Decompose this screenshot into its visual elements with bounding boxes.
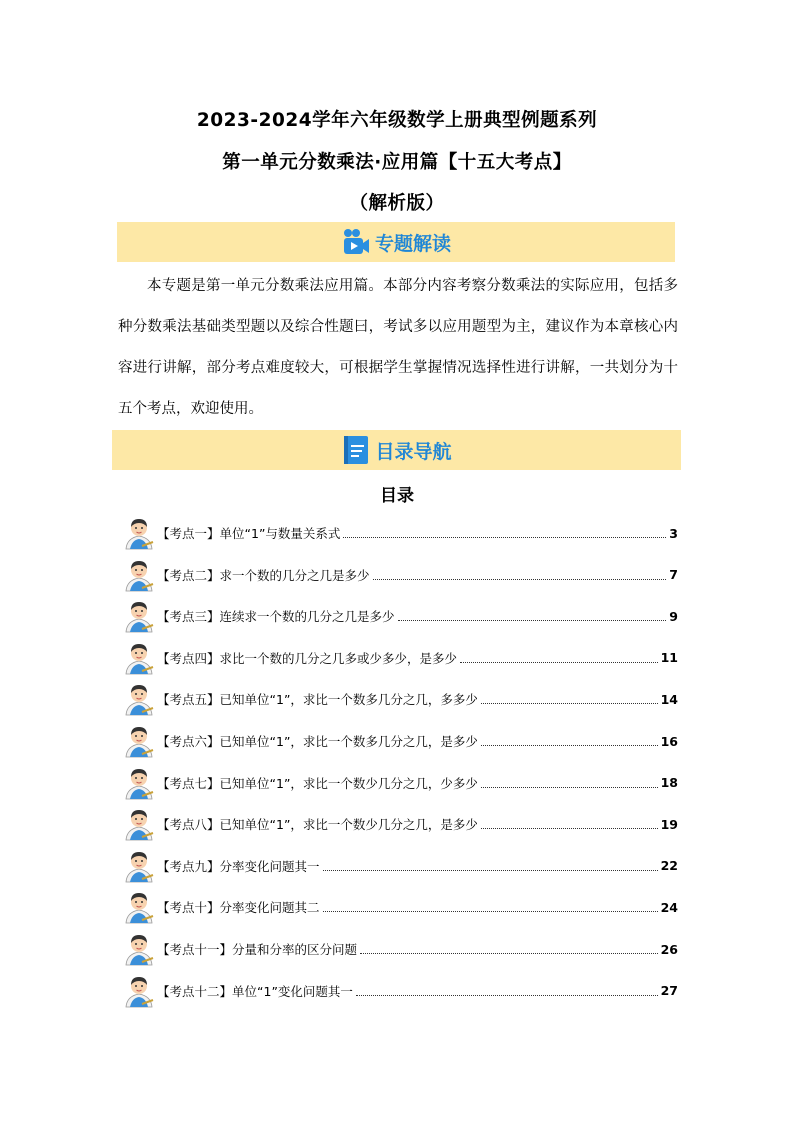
topic-intro-paragraph: 本专题是第一单元分数乘法应用篇。本部分内容考察分数乘法的实际应用，包括多种分数乘法基础类型题以及综合性题曰，考试多以应用题型为主，建议作为本章核心内容进行讲解，部分考点难度较大，可根据学生掌握情况选择性进行讲解，一共划分为十五个考点，欢迎使用。: [118, 278, 678, 417]
toc-entry-text: 单位“1”变化问题其一: [232, 983, 353, 999]
toc-dot-leader: [323, 869, 658, 871]
toc-entry-text: 已知单位“1”，求比一个数多几分之几，是多少: [219, 734, 478, 749]
toc-entry-text: 分率变化问题其二: [219, 900, 320, 916]
document-version-label: （解析版）: [349, 193, 445, 214]
toc-entry-label: [157, 898, 320, 916]
toc-entry-tag: 【考点十】: [157, 900, 220, 916]
toc-page-number: 11: [660, 650, 678, 666]
toc-entry-text: 求比一个数的几分之几多或少多少，是多少: [219, 650, 458, 666]
document-title: 2023-2024学年六年级数学上册典型例题系列: [196, 110, 598, 131]
toc-entry-label: [157, 690, 478, 708]
student-avatar-icon: [122, 724, 156, 758]
toc-dot-leader: [360, 952, 658, 954]
toc-entry-tag: 【考点三】: [157, 609, 220, 625]
toc-dot-leader: [398, 619, 667, 621]
toc-entry-text: 已知单位“1”，求比一个数少几分之几，是多少: [219, 817, 478, 833]
student-avatar-icon: [122, 807, 156, 841]
toc-entry-label: [157, 732, 478, 750]
toc-entry-text: 求一个数的几分之几是多少: [219, 567, 370, 583]
toc-dot-leader: [481, 827, 658, 829]
book-icon: [341, 434, 371, 466]
toc-entry-label: [157, 566, 370, 584]
toc-entry[interactable]: [122, 932, 678, 966]
toc-entry[interactable]: [122, 974, 678, 1008]
toc-entry-tag: 【考点六】: [157, 734, 220, 749]
toc-entry[interactable]: [122, 599, 678, 633]
toc-entry-tag: 【考点四】: [157, 650, 220, 666]
student-avatar-icon: [122, 641, 156, 675]
student-avatar-icon: [122, 974, 156, 1008]
toc-dot-leader: [481, 702, 658, 704]
toc-entry-label: [157, 857, 320, 875]
toc-entry-tag: 【考点一】: [157, 526, 220, 541]
toc-entry[interactable]: [122, 807, 678, 841]
toc-entry[interactable]: [122, 558, 678, 592]
toc-page-number: 3: [669, 525, 678, 541]
toc-entry-label: [157, 815, 478, 833]
student-avatar-icon: [122, 516, 156, 550]
student-avatar-icon: [122, 932, 156, 966]
toc-dot-leader: [481, 786, 658, 788]
toc-entry-tag: 【考点十一】: [157, 942, 233, 957]
toc-dot-leader: [356, 994, 658, 996]
toc-entry[interactable]: [122, 516, 678, 550]
toc-entry-label: [157, 774, 478, 792]
topic-intro-label: 专题解读: [374, 232, 451, 255]
topic-intro-banner: [117, 222, 675, 262]
toc-entry-text: 已知单位“1”，求比一个数少几分之几，少多少: [219, 775, 478, 791]
toc-entry-tag: 【考点七】: [157, 775, 220, 791]
toc-banner: [112, 430, 681, 470]
toc-entry-label: [157, 940, 357, 958]
toc-entry[interactable]: [122, 682, 678, 716]
toc-entry-text: 单位“1”与数量关系式: [219, 526, 341, 541]
toc-dot-leader: [323, 910, 658, 912]
toc-entry-text: 分量和分率的区分问题: [232, 942, 358, 957]
toc-entry-label: [157, 607, 395, 625]
toc-entry[interactable]: [122, 766, 678, 800]
toc-page-number: 19: [660, 816, 678, 832]
toc-entry-label: [157, 524, 340, 542]
student-avatar-icon: [122, 599, 156, 633]
document-subtitle: 第一单元分数乘法·应用篇【十五大考点】: [222, 152, 572, 173]
student-avatar-icon: [122, 558, 156, 592]
toc-page-number: 26: [660, 941, 678, 957]
toc-page-number: 18: [660, 775, 678, 791]
toc-dot-leader: [343, 536, 666, 538]
student-avatar-icon: [122, 890, 156, 924]
toc-heading: 目录: [380, 486, 414, 506]
toc-entry-label: [157, 649, 457, 667]
toc-entry-label: [157, 982, 353, 1000]
toc-entry-tag: 【考点八】: [157, 817, 220, 833]
toc-dot-leader: [373, 578, 667, 580]
video-camera-icon: [341, 227, 371, 257]
toc-dot-leader: [460, 661, 658, 663]
toc-entry-tag: 【考点五】: [157, 692, 220, 708]
toc-entry-text: 分率变化问题其一: [219, 858, 320, 874]
toc-entry-tag: 【考点十二】: [157, 983, 233, 999]
toc-page-number: 27: [660, 983, 678, 999]
toc-entry[interactable]: [122, 890, 678, 924]
student-avatar-icon: [122, 682, 156, 716]
toc-page-number: 22: [660, 858, 678, 874]
toc-page-number: 7: [669, 567, 678, 583]
toc-page-number: 9: [669, 608, 678, 624]
toc-entry-tag: 【考点九】: [157, 858, 220, 874]
student-avatar-icon: [122, 849, 156, 883]
toc-entry-text: 已知单位“1”，求比一个数多几分之几，多多少: [219, 692, 478, 708]
toc-entry[interactable]: [122, 849, 678, 883]
toc-entry[interactable]: [122, 724, 678, 758]
toc-page-number: 14: [660, 691, 678, 707]
toc-entry[interactable]: [122, 641, 678, 675]
toc-page-number: 16: [660, 733, 678, 749]
toc-entry-text: 连续求一个数的几分之几是多少: [219, 609, 395, 625]
toc-entry-tag: 【考点二】: [157, 567, 220, 583]
toc-banner-label: 目录导航: [375, 440, 452, 463]
student-avatar-icon: [122, 766, 156, 800]
toc-page-number: 24: [660, 899, 678, 915]
toc-dot-leader: [481, 744, 658, 746]
